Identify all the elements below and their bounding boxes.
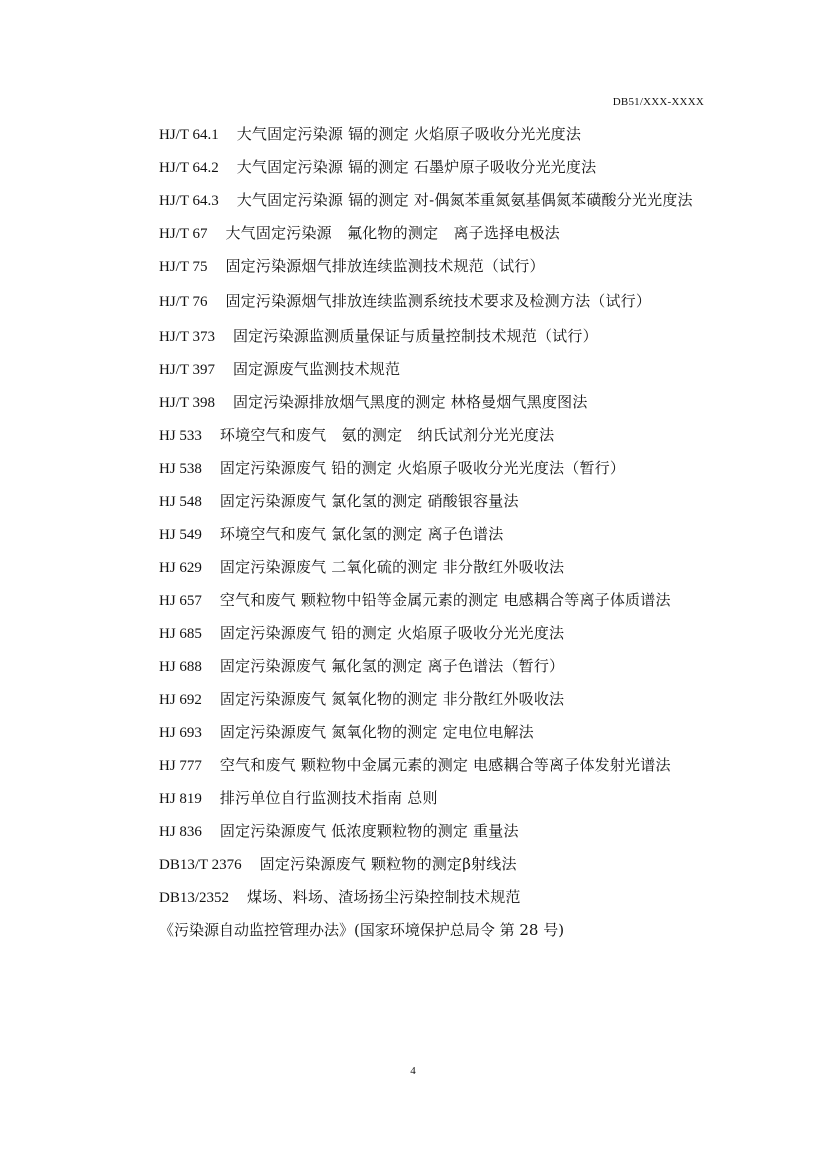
- standard-code: HJ 688: [159, 659, 202, 675]
- standard-title: 空气和废气 颗粒物中铅等金属元素的测定 电感耦合等离子体质谱法: [219, 591, 671, 609]
- standard-code: HJ/T 64.1: [159, 127, 219, 143]
- standard-title: 大气固定污染源 镉的测定 石墨炉原子吸收分光光度法: [236, 158, 597, 176]
- standard-title: 固定污染源废气 氯化氢的测定 硝酸银容量法: [219, 492, 519, 510]
- reference-entry: [124, 749, 706, 782]
- standard-title: 固定污染源烟气排放连续监测技术规范（试行）: [225, 257, 545, 275]
- reference-entry: [124, 250, 706, 283]
- reference-entry: [124, 386, 706, 419]
- reference-entry: [124, 617, 706, 650]
- reference-entry: [124, 782, 706, 815]
- standard-title: 大气固定污染源 氟化物的测定 离子选择电极法: [225, 224, 560, 242]
- standard-code: HJ/T 75: [159, 259, 208, 275]
- standard-title: 大气固定污染源 镉的测定 火焰原子吸收分光光度法: [236, 125, 582, 143]
- reference-entry: [124, 650, 706, 683]
- standard-title: 环境空气和废气 氨的测定 纳氏试剂分光光度法: [219, 426, 555, 444]
- standard-code: HJ 538: [159, 461, 202, 477]
- reference-entry: [124, 353, 706, 386]
- standard-code: HJ 685: [159, 626, 202, 642]
- standard-code: HJ/T 76: [159, 294, 208, 310]
- reference-entry: [124, 716, 706, 749]
- reference-entry: [124, 683, 706, 716]
- page-number: 4: [410, 1065, 416, 1077]
- reference-entry: [124, 815, 706, 848]
- reference-entry: [124, 217, 706, 250]
- standard-code: HJ/T 398: [159, 395, 215, 411]
- standard-code: HJ 693: [159, 725, 202, 741]
- standard-code: HJ 548: [159, 494, 202, 510]
- standard-title: 大气固定污染源 镉的测定 对-偶氮苯重氮氨基偶氮苯磺酸分光光度法: [236, 191, 693, 209]
- standard-title: 固定污染源废气 氮氧化物的测定 定电位电解法: [219, 723, 534, 741]
- regulation-reference: 《污染源自动监控管理办法》(国家环境保护总局令 第 28 号): [159, 921, 565, 939]
- reference-entry: [124, 184, 706, 217]
- reference-entry: [124, 419, 706, 452]
- standard-title: 煤场、料场、渣场扬尘污染控制技术规范: [247, 888, 521, 906]
- standard-title: 固定污染源监测质量保证与质量控制技术规范（试行）: [232, 327, 598, 345]
- reference-entry: [124, 452, 706, 485]
- reference-list: [124, 118, 706, 946]
- standard-title: 固定污染源废气 氟化氢的测定 离子色谱法（暂行）: [219, 657, 565, 675]
- standard-title: 固定污染源废气 低浓度颗粒物的测定 重量法: [219, 822, 519, 840]
- reference-entry: [124, 584, 706, 617]
- standard-title: 固定污染源废气 铅的测定 火焰原子吸收分光光度法（暂行）: [219, 459, 626, 477]
- standard-title: 固定污染源烟气排放连续监测系统技术要求及检测方法（试行）: [225, 292, 652, 310]
- reference-entry: [124, 881, 706, 914]
- standard-code: HJ 549: [159, 527, 202, 543]
- reference-entry: [124, 118, 706, 151]
- reference-entry: [124, 518, 706, 551]
- standard-code: HJ 629: [159, 560, 202, 576]
- reference-entry: [124, 285, 706, 318]
- standard-code: HJ 533: [159, 428, 202, 444]
- reference-entry: [124, 551, 706, 584]
- standard-code: HJ 777: [159, 758, 202, 774]
- standard-code: HJ 819: [159, 791, 202, 807]
- reference-entry: [124, 485, 706, 518]
- reference-entry: [124, 320, 706, 353]
- standard-title: 固定污染源排放烟气黑度的测定 林格曼烟气黑度图法: [232, 393, 588, 411]
- standard-title: 固定源废气监测技术规范: [232, 360, 401, 378]
- standard-code: HJ/T 67: [159, 226, 208, 242]
- reference-entry: [124, 848, 706, 881]
- standard-code: HJ 836: [159, 824, 202, 840]
- standard-title: 环境空气和废气 氯化氢的测定 离子色谱法: [219, 525, 504, 543]
- standard-title: 固定污染源废气 颗粒物的测定β射线法: [259, 855, 517, 873]
- standard-title: 固定污染源废气 二氧化硫的测定 非分散红外吸收法: [219, 558, 565, 576]
- standard-code: HJ 692: [159, 692, 202, 708]
- standard-title: 固定污染源废气 铅的测定 火焰原子吸收分光光度法: [219, 624, 565, 642]
- standard-code: HJ/T 373: [159, 329, 215, 345]
- standard-title: 固定污染源废气 氮氧化物的测定 非分散红外吸收法: [219, 690, 565, 708]
- standard-title: 空气和废气 颗粒物中金属元素的测定 电感耦合等离子体发射光谱法: [219, 756, 671, 774]
- standard-code: HJ/T 64.2: [159, 160, 219, 176]
- standard-code: HJ/T 64.3: [159, 193, 219, 209]
- standard-code: DB13/2352: [159, 890, 230, 906]
- standard-code: HJ/T 397: [159, 362, 215, 378]
- standard-title: 排污单位自行监测技术指南 总则: [219, 789, 438, 807]
- standard-code: DB13/T 2376: [159, 857, 242, 873]
- document-code-header: DB51/XXX-XXXX: [612, 96, 704, 108]
- standard-code: HJ 657: [159, 593, 202, 609]
- reference-entry: [124, 151, 706, 184]
